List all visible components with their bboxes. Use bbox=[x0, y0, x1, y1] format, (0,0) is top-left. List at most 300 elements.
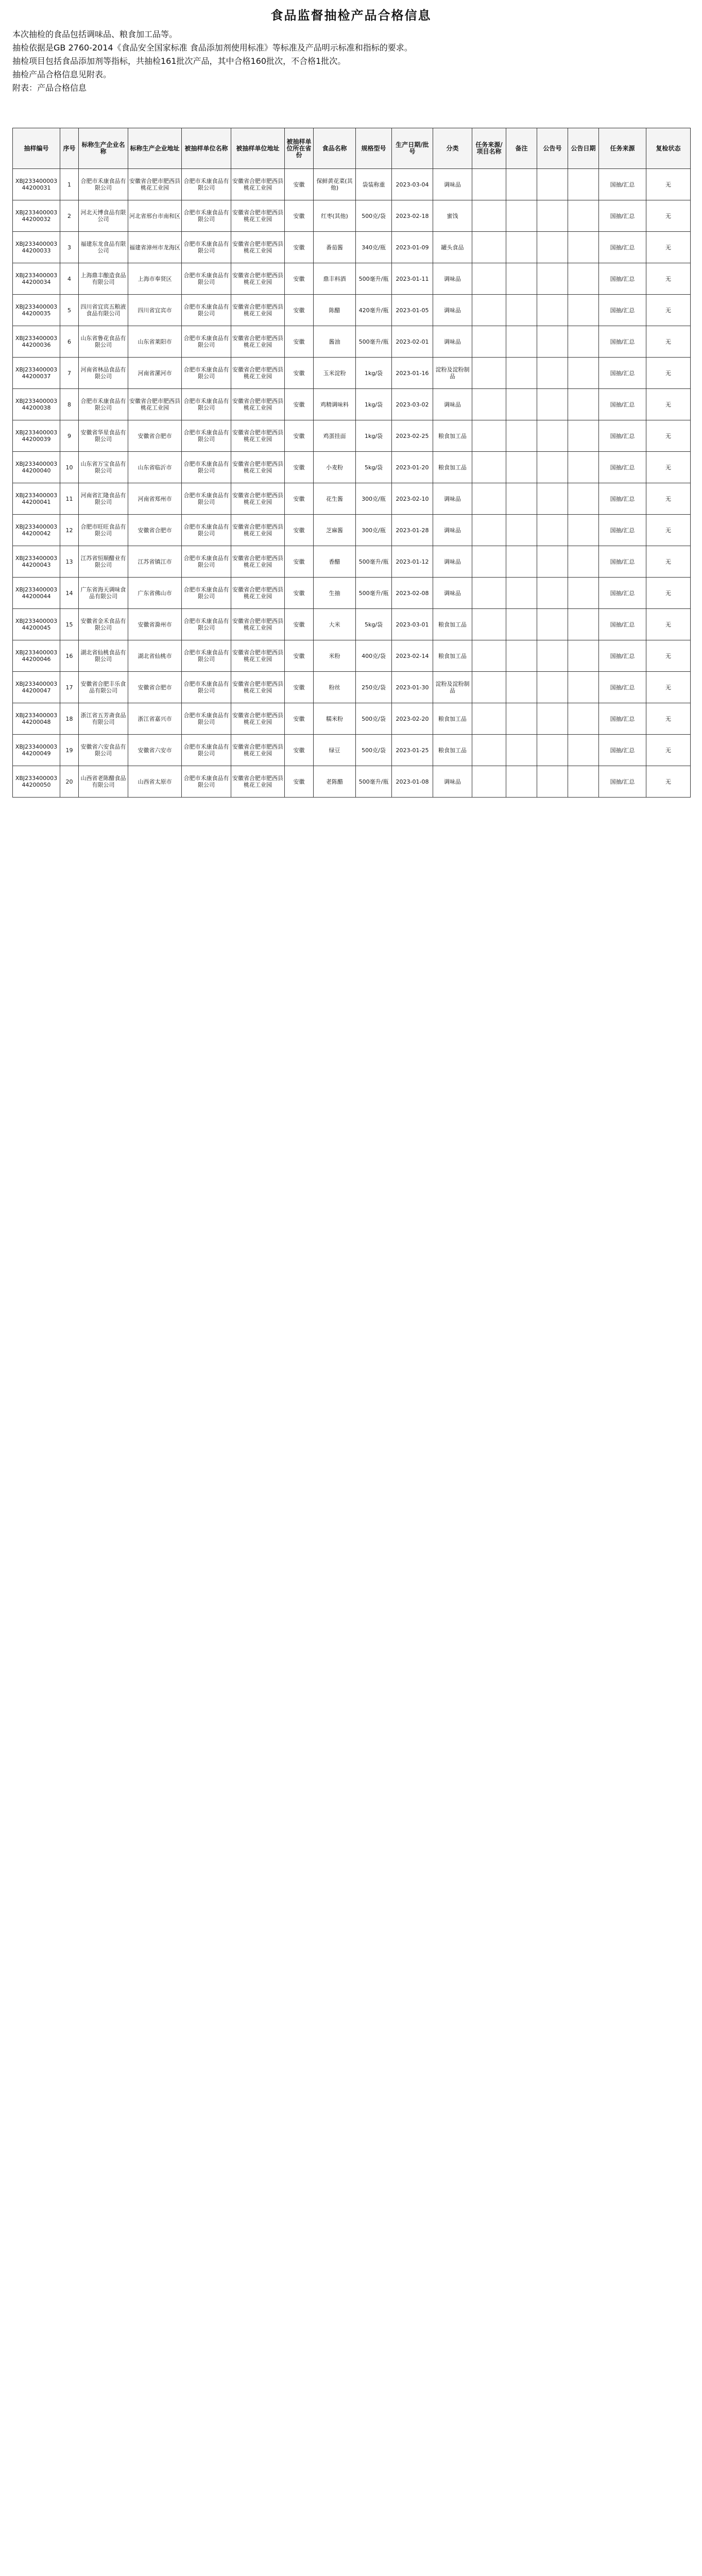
table-cell: 国抽/汇总 bbox=[599, 640, 646, 672]
table-row bbox=[13, 703, 691, 735]
table-cell bbox=[568, 358, 599, 389]
table-cell: 5kg/袋 bbox=[356, 609, 392, 640]
column-header: 备注 bbox=[506, 128, 537, 169]
table-cell: 合肥市禾康食品有限公司 bbox=[182, 200, 231, 232]
page-title: 食品监督抽检产品合格信息 bbox=[270, 8, 432, 23]
table-cell: 上海市奉贤区 bbox=[128, 263, 182, 295]
table-cell: 9 bbox=[60, 420, 79, 452]
table-row bbox=[13, 515, 691, 546]
table-cell: 500克/袋 bbox=[356, 735, 392, 766]
table-cell: XBJ23340000344200031 bbox=[13, 169, 60, 200]
table-cell bbox=[568, 169, 599, 200]
table-cell: 安徽省合肥市肥西县桃花工业园 bbox=[231, 358, 285, 389]
table-row bbox=[13, 295, 691, 326]
table-cell: 山东省临沂市 bbox=[128, 452, 182, 483]
table-cell: 无 bbox=[646, 200, 691, 232]
table-cell bbox=[506, 766, 537, 798]
table-cell: 11 bbox=[60, 483, 79, 515]
table-cell: 250克/袋 bbox=[356, 672, 392, 703]
table-cell bbox=[506, 326, 537, 358]
column-header: 复检状态 bbox=[646, 128, 691, 169]
table-cell: 安徽省合肥市肥西县桃花工业园 bbox=[231, 295, 285, 326]
table-cell bbox=[472, 295, 506, 326]
table-cell: 国抽/汇总 bbox=[599, 672, 646, 703]
table-cell: 无 bbox=[646, 609, 691, 640]
table-cell: 无 bbox=[646, 232, 691, 263]
table-cell bbox=[568, 326, 599, 358]
table-cell: 福建省漳州市龙海区 bbox=[128, 232, 182, 263]
table-cell: 罐头食品 bbox=[433, 232, 472, 263]
table-cell: 湖北省仙桃食品有限公司 bbox=[79, 640, 128, 672]
column-header: 被抽样单位地址 bbox=[231, 128, 285, 169]
table-cell: 500毫升/瓶 bbox=[356, 263, 392, 295]
table-cell bbox=[568, 578, 599, 609]
table-cell: 蜜饯 bbox=[433, 200, 472, 232]
table-cell: 2023-03-02 bbox=[392, 389, 433, 420]
table-cell: 香醋 bbox=[314, 546, 356, 578]
table-cell: 国抽/汇总 bbox=[599, 295, 646, 326]
table-cell: 2023-01-20 bbox=[392, 452, 433, 483]
table-cell: 国抽/汇总 bbox=[599, 483, 646, 515]
table-cell: XBJ23340000344200035 bbox=[13, 295, 60, 326]
table-cell: 国抽/汇总 bbox=[599, 169, 646, 200]
table-cell: XBJ23340000344200047 bbox=[13, 672, 60, 703]
table-cell: 袋装称重 bbox=[356, 169, 392, 200]
table-cell: 合肥市禾康食品有限公司 bbox=[182, 703, 231, 735]
table-cell bbox=[537, 358, 568, 389]
table-cell: 广东省佛山市 bbox=[128, 578, 182, 609]
table-cell bbox=[568, 420, 599, 452]
table-row bbox=[13, 640, 691, 672]
table-cell: XBJ23340000344200044 bbox=[13, 578, 60, 609]
table-cell bbox=[537, 640, 568, 672]
table-cell: 河南省汇隆食品有限公司 bbox=[79, 483, 128, 515]
table-cell: 安徽 bbox=[285, 200, 314, 232]
table-cell bbox=[537, 703, 568, 735]
table-cell: 山西省老陈醋食品有限公司 bbox=[79, 766, 128, 798]
table-cell: 合肥市禾康食品有限公司 bbox=[182, 452, 231, 483]
table-cell: 安徽 bbox=[285, 295, 314, 326]
table-cell: 安徽省合肥市肥西县桃花工业园 bbox=[231, 546, 285, 578]
table-cell: 国抽/汇总 bbox=[599, 326, 646, 358]
table-cell: 无 bbox=[646, 578, 691, 609]
table-cell bbox=[472, 358, 506, 389]
table-cell: 粉丝 bbox=[314, 672, 356, 703]
table-cell: 无 bbox=[646, 169, 691, 200]
table-cell: 国抽/汇总 bbox=[599, 735, 646, 766]
table-cell: 河南省漯河市 bbox=[128, 358, 182, 389]
table-cell: 2023-02-18 bbox=[392, 200, 433, 232]
table-cell: 调味品 bbox=[433, 263, 472, 295]
table-cell bbox=[568, 200, 599, 232]
table-cell: 安徽省合肥市肥西县桃花工业园 bbox=[231, 515, 285, 546]
table-cell bbox=[472, 609, 506, 640]
table-cell bbox=[506, 672, 537, 703]
table-cell: 安徽 bbox=[285, 578, 314, 609]
table-cell: 安徽省合肥市 bbox=[128, 420, 182, 452]
table-cell: 国抽/汇总 bbox=[599, 578, 646, 609]
table-cell: 安徽 bbox=[285, 326, 314, 358]
table-cell: 2023-01-16 bbox=[392, 358, 433, 389]
table-cell bbox=[568, 232, 599, 263]
table-cell: 安徽 bbox=[285, 169, 314, 200]
table-cell: 陈醋 bbox=[314, 295, 356, 326]
table-cell: 420毫升/瓶 bbox=[356, 295, 392, 326]
table-cell: 16 bbox=[60, 640, 79, 672]
table-body bbox=[13, 169, 691, 798]
table-cell: 2023-01-05 bbox=[392, 295, 433, 326]
table-cell: 合肥市禾康食品有限公司 bbox=[182, 578, 231, 609]
table-cell: 合肥市禾康食品有限公司 bbox=[182, 766, 231, 798]
table-cell: 鸡蛋挂面 bbox=[314, 420, 356, 452]
table-cell: 7 bbox=[60, 358, 79, 389]
table-cell: 淀粉及淀粉制品 bbox=[433, 358, 472, 389]
table-row bbox=[13, 766, 691, 798]
table-cell bbox=[472, 169, 506, 200]
table-cell: XBJ23340000344200032 bbox=[13, 200, 60, 232]
table-cell: 红枣(其他) bbox=[314, 200, 356, 232]
table-cell bbox=[472, 578, 506, 609]
table-cell: 调味品 bbox=[433, 515, 472, 546]
table-cell bbox=[472, 672, 506, 703]
table-row bbox=[13, 609, 691, 640]
table-cell: 合肥市禾康食品有限公司 bbox=[182, 546, 231, 578]
table-cell bbox=[506, 578, 537, 609]
table-cell bbox=[568, 515, 599, 546]
table-cell: 2023-02-20 bbox=[392, 703, 433, 735]
table-cell: 老陈醋 bbox=[314, 766, 356, 798]
table-cell: XBJ23340000344200048 bbox=[13, 703, 60, 735]
table-cell: 安徽省合肥市 bbox=[128, 672, 182, 703]
table-cell: 安徽 bbox=[285, 672, 314, 703]
table-cell: 2023-01-11 bbox=[392, 263, 433, 295]
table-cell bbox=[537, 389, 568, 420]
table-cell bbox=[506, 389, 537, 420]
table-cell: 500毫升/瓶 bbox=[356, 766, 392, 798]
table-cell: 无 bbox=[646, 640, 691, 672]
table-cell: 合肥市禾康食品有限公司 bbox=[182, 263, 231, 295]
table-cell: 国抽/汇总 bbox=[599, 389, 646, 420]
table-cell: XBJ23340000344200042 bbox=[13, 515, 60, 546]
table-cell bbox=[472, 515, 506, 546]
table-cell: 国抽/汇总 bbox=[599, 452, 646, 483]
column-header: 生产日期/批号 bbox=[392, 128, 433, 169]
table-cell: 安徽省合肥市肥西县桃花工业园 bbox=[231, 672, 285, 703]
table-cell: 无 bbox=[646, 546, 691, 578]
table-cell: 安徽省合肥市肥西县桃花工业园 bbox=[231, 452, 285, 483]
table-cell: 1kg/袋 bbox=[356, 420, 392, 452]
column-header: 抽样编号 bbox=[13, 128, 60, 169]
table-cell: 安徽 bbox=[285, 546, 314, 578]
table-cell: 安徽省合肥市肥西县桃花工业园 bbox=[231, 766, 285, 798]
table-cell: 14 bbox=[60, 578, 79, 609]
table-cell: 2023-01-12 bbox=[392, 546, 433, 578]
table-cell: 2023-02-08 bbox=[392, 578, 433, 609]
table-cell: 2023-03-01 bbox=[392, 609, 433, 640]
table-cell bbox=[537, 232, 568, 263]
table-cell: 1kg/袋 bbox=[356, 358, 392, 389]
table-row bbox=[13, 389, 691, 420]
table-cell bbox=[568, 766, 599, 798]
table-cell: 国抽/汇总 bbox=[599, 546, 646, 578]
table-cell: 安徽 bbox=[285, 389, 314, 420]
table-cell bbox=[472, 452, 506, 483]
table-cell: 安徽 bbox=[285, 420, 314, 452]
table-cell: XBJ23340000344200037 bbox=[13, 358, 60, 389]
column-header: 被抽样单位所在省份 bbox=[285, 128, 314, 169]
table-cell bbox=[506, 515, 537, 546]
table-cell: 芝麻酱 bbox=[314, 515, 356, 546]
table-cell bbox=[568, 672, 599, 703]
table-cell: 安徽省合肥市肥西县桃花工业园 bbox=[231, 483, 285, 515]
table-cell bbox=[472, 389, 506, 420]
product-table bbox=[12, 128, 691, 798]
column-header: 分类 bbox=[433, 128, 472, 169]
table-cell: 粮食加工品 bbox=[433, 735, 472, 766]
table-cell: 2023-01-28 bbox=[392, 515, 433, 546]
table-cell: 合肥市禾康食品有限公司 bbox=[182, 515, 231, 546]
table-cell: 合肥市禾康食品有限公司 bbox=[182, 672, 231, 703]
table-cell: 安徽省合肥丰乐食品有限公司 bbox=[79, 672, 128, 703]
table-cell bbox=[506, 232, 537, 263]
table-cell: 福建东龙食品有限公司 bbox=[79, 232, 128, 263]
table-cell: 500毫升/瓶 bbox=[356, 578, 392, 609]
table-row bbox=[13, 420, 691, 452]
table-cell: 500克/袋 bbox=[356, 703, 392, 735]
intro-line: 抽检依据是GB 2760-2014《食品安全国家标准 食品添加剂使用标准》等标准及产品明示标准和指标的要求。 bbox=[12, 43, 413, 53]
table-cell: 国抽/汇总 bbox=[599, 263, 646, 295]
table-row bbox=[13, 672, 691, 703]
table-cell bbox=[472, 546, 506, 578]
table-cell: 安徽省金禾食品有限公司 bbox=[79, 609, 128, 640]
table-cell: 15 bbox=[60, 609, 79, 640]
table-cell: 无 bbox=[646, 703, 691, 735]
column-header: 标称生产企业地址 bbox=[128, 128, 182, 169]
table-cell: 安徽 bbox=[285, 703, 314, 735]
table-cell: XBJ23340000344200034 bbox=[13, 263, 60, 295]
table-cell: 合肥市禾康食品有限公司 bbox=[182, 326, 231, 358]
table-cell bbox=[537, 326, 568, 358]
table-cell: 四川省宜宾市 bbox=[128, 295, 182, 326]
table-cell: 河南省郑州市 bbox=[128, 483, 182, 515]
table-cell: 调味品 bbox=[433, 295, 472, 326]
table-cell: 无 bbox=[646, 389, 691, 420]
table-cell: 安徽 bbox=[285, 609, 314, 640]
table-cell: 安徽省合肥市肥西县桃花工业园 bbox=[231, 389, 285, 420]
table-cell: XBJ23340000344200049 bbox=[13, 735, 60, 766]
table-cell: 340克/瓶 bbox=[356, 232, 392, 263]
table-cell: 安徽省六安食品有限公司 bbox=[79, 735, 128, 766]
table-cell: 4 bbox=[60, 263, 79, 295]
table-cell bbox=[568, 483, 599, 515]
table-cell: 浙江省五芳斋食品有限公司 bbox=[79, 703, 128, 735]
table-cell: 山东省万宝食品有限公司 bbox=[79, 452, 128, 483]
table-cell bbox=[506, 358, 537, 389]
table-cell: 合肥市禾康食品有限公司 bbox=[79, 389, 128, 420]
table-row bbox=[13, 263, 691, 295]
table-cell: 无 bbox=[646, 295, 691, 326]
column-header: 标称生产企业名称 bbox=[79, 128, 128, 169]
table-cell: 安徽省合肥市肥西县桃花工业园 bbox=[231, 169, 285, 200]
table-cell bbox=[537, 263, 568, 295]
table-cell bbox=[506, 546, 537, 578]
table-cell bbox=[537, 515, 568, 546]
table-cell: 合肥市禾康食品有限公司 bbox=[182, 640, 231, 672]
table-cell bbox=[472, 483, 506, 515]
table-cell: 安徽 bbox=[285, 358, 314, 389]
table-cell bbox=[472, 766, 506, 798]
table-cell: 河南省林品食品有限公司 bbox=[79, 358, 128, 389]
table-cell bbox=[472, 703, 506, 735]
table-cell: 无 bbox=[646, 735, 691, 766]
table-cell: 安徽省合肥市肥西县桃花工业园 bbox=[231, 232, 285, 263]
table-cell: 无 bbox=[646, 263, 691, 295]
table-cell: 安徽 bbox=[285, 232, 314, 263]
table-cell: 安徽省合肥市肥西县桃花工业园 bbox=[231, 200, 285, 232]
table-cell: 2023-01-09 bbox=[392, 232, 433, 263]
table-cell: 无 bbox=[646, 358, 691, 389]
table-cell: 保鲜黄花菜(其他) bbox=[314, 169, 356, 200]
table-cell: 2023-03-04 bbox=[392, 169, 433, 200]
table-cell: 调味品 bbox=[433, 169, 472, 200]
table-row bbox=[13, 735, 691, 766]
table-cell: 酱油 bbox=[314, 326, 356, 358]
table-cell: 2 bbox=[60, 200, 79, 232]
table-row bbox=[13, 169, 691, 200]
table-cell: 安徽 bbox=[285, 640, 314, 672]
table-cell: 调味品 bbox=[433, 546, 472, 578]
table-cell bbox=[506, 420, 537, 452]
table-cell: 生抽 bbox=[314, 578, 356, 609]
table-cell: 合肥市禾康食品有限公司 bbox=[182, 609, 231, 640]
intro bbox=[12, 28, 692, 95]
table-cell bbox=[568, 640, 599, 672]
table-cell: 无 bbox=[646, 672, 691, 703]
table-cell bbox=[568, 263, 599, 295]
table-cell: 合肥市旺旺食品有限公司 bbox=[79, 515, 128, 546]
table-cell: 无 bbox=[646, 766, 691, 798]
table-cell: 2023-02-10 bbox=[392, 483, 433, 515]
table-cell: 国抽/汇总 bbox=[599, 420, 646, 452]
table-cell: 6 bbox=[60, 326, 79, 358]
table-cell: 小麦粉 bbox=[314, 452, 356, 483]
intro-line: 本次抽检的食品包括调味品、粮食加工品等。 bbox=[12, 29, 178, 39]
table-cell: 调味品 bbox=[433, 483, 472, 515]
table-cell: 2023-01-30 bbox=[392, 672, 433, 703]
table-cell: 淀粉及淀粉制品 bbox=[433, 672, 472, 703]
table-cell bbox=[472, 420, 506, 452]
table-cell: 国抽/汇总 bbox=[599, 515, 646, 546]
table-cell: 300克/瓶 bbox=[356, 483, 392, 515]
table-row bbox=[13, 232, 691, 263]
table-cell: 调味品 bbox=[433, 389, 472, 420]
table-cell: 番茄酱 bbox=[314, 232, 356, 263]
table-cell bbox=[537, 766, 568, 798]
table-cell: XBJ23340000344200033 bbox=[13, 232, 60, 263]
column-header: 公告号 bbox=[537, 128, 568, 169]
table-cell: 国抽/汇总 bbox=[599, 232, 646, 263]
table-cell: 上海鼎丰酿造食品有限公司 bbox=[79, 263, 128, 295]
intro-line: 抽检项目包括食品添加剂等指标，共抽检161批次产品，其中合格160批次，不合格1批次。 bbox=[12, 56, 346, 66]
table-cell: 调味品 bbox=[433, 326, 472, 358]
table-cell: XBJ23340000344200038 bbox=[13, 389, 60, 420]
table-cell: 10 bbox=[60, 452, 79, 483]
table-cell bbox=[568, 703, 599, 735]
header-row bbox=[13, 128, 691, 169]
table-cell bbox=[506, 640, 537, 672]
table-cell: 安徽省华星食品有限公司 bbox=[79, 420, 128, 452]
table-cell: 合肥市禾康食品有限公司 bbox=[182, 420, 231, 452]
table-cell: 花生酱 bbox=[314, 483, 356, 515]
table-cell: 无 bbox=[646, 515, 691, 546]
table-cell: 合肥市禾康食品有限公司 bbox=[182, 389, 231, 420]
table-cell: 国抽/汇总 bbox=[599, 609, 646, 640]
table-cell bbox=[506, 452, 537, 483]
table-cell bbox=[472, 326, 506, 358]
table-cell bbox=[506, 735, 537, 766]
table-cell bbox=[537, 609, 568, 640]
table-cell: 安徽省合肥市肥西县桃花工业园 bbox=[231, 703, 285, 735]
table-cell: 浙江省嘉兴市 bbox=[128, 703, 182, 735]
table-cell: 安徽 bbox=[285, 263, 314, 295]
table-cell: 2023-02-14 bbox=[392, 640, 433, 672]
table-cell: 玉米淀粉 bbox=[314, 358, 356, 389]
table-cell: 大米 bbox=[314, 609, 356, 640]
table-cell bbox=[537, 546, 568, 578]
table-row bbox=[13, 358, 691, 389]
table-cell: 合肥市禾康食品有限公司 bbox=[79, 169, 128, 200]
table-cell: 粮食加工品 bbox=[433, 452, 472, 483]
table-cell: 安徽省合肥市肥西县桃花工业园 bbox=[231, 735, 285, 766]
table-cell: 300克/瓶 bbox=[356, 515, 392, 546]
table-cell: 粮食加工品 bbox=[433, 640, 472, 672]
table-cell: 安徽省合肥市肥西县桃花工业园 bbox=[231, 609, 285, 640]
table-cell: 江苏省镇江市 bbox=[128, 546, 182, 578]
table-cell: 安徽省合肥市肥西县桃花工业园 bbox=[231, 640, 285, 672]
table-cell: 调味品 bbox=[433, 766, 472, 798]
table-cell bbox=[537, 735, 568, 766]
table-row bbox=[13, 200, 691, 232]
column-header: 食品名称 bbox=[314, 128, 356, 169]
table-row bbox=[13, 326, 691, 358]
table-cell: 5kg/袋 bbox=[356, 452, 392, 483]
table-row bbox=[13, 578, 691, 609]
table-cell: 17 bbox=[60, 672, 79, 703]
table-cell bbox=[568, 609, 599, 640]
table-cell: 粮食加工品 bbox=[433, 703, 472, 735]
table-cell: 无 bbox=[646, 326, 691, 358]
table-cell: XBJ23340000344200045 bbox=[13, 609, 60, 640]
table-cell: 无 bbox=[646, 420, 691, 452]
table-cell: 安徽省合肥市肥西县桃花工业园 bbox=[231, 420, 285, 452]
table-cell: 安徽 bbox=[285, 515, 314, 546]
table-cell: 500克/袋 bbox=[356, 200, 392, 232]
table-cell: 绿豆 bbox=[314, 735, 356, 766]
table-cell bbox=[506, 169, 537, 200]
table-cell: 河北省邢台市南和区 bbox=[128, 200, 182, 232]
table-cell: 8 bbox=[60, 389, 79, 420]
column-header: 公告日期 bbox=[568, 128, 599, 169]
table-cell: 无 bbox=[646, 452, 691, 483]
table-cell: 米粉 bbox=[314, 640, 356, 672]
table-cell: 安徽 bbox=[285, 735, 314, 766]
table-cell: 500毫升/瓶 bbox=[356, 546, 392, 578]
table-cell: 1kg/袋 bbox=[356, 389, 392, 420]
table-cell: 安徽省合肥市肥西县桃花工业园 bbox=[231, 263, 285, 295]
table-cell: 5 bbox=[60, 295, 79, 326]
table-cell bbox=[537, 452, 568, 483]
table-cell: 山西省太原市 bbox=[128, 766, 182, 798]
